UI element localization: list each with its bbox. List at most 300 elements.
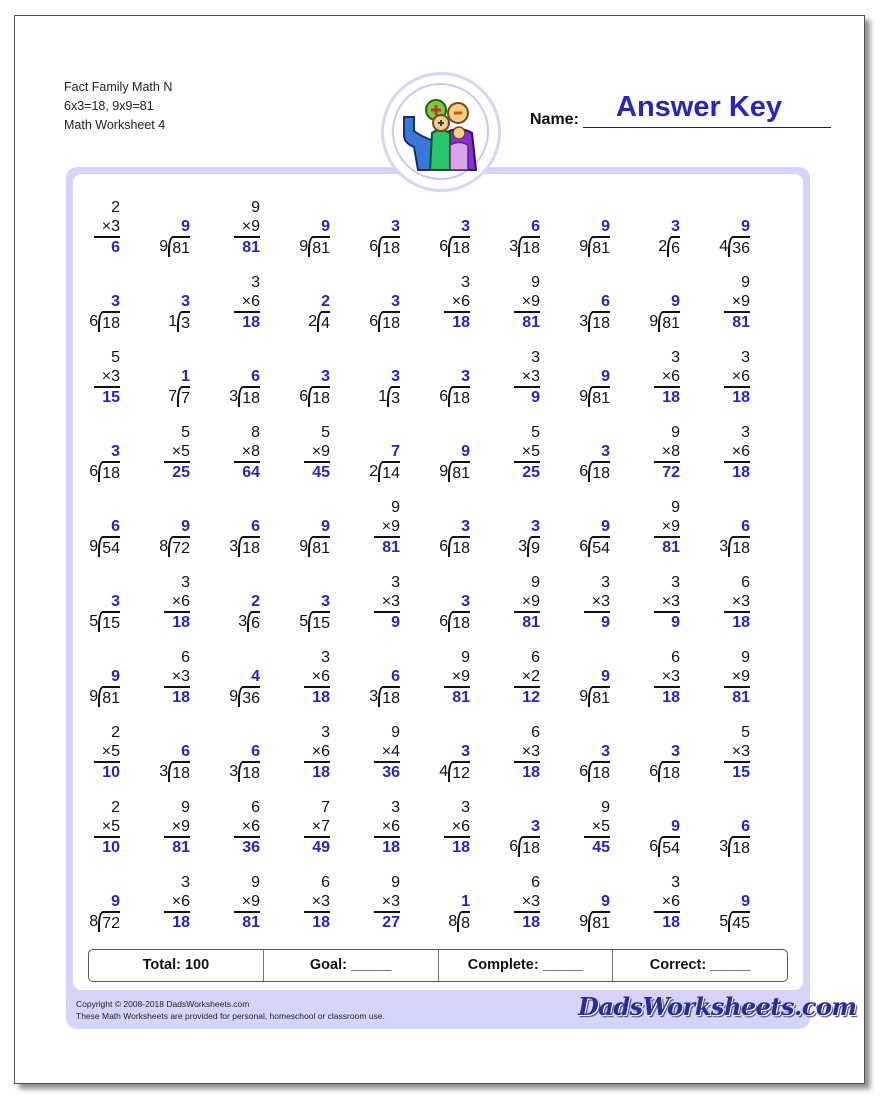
quotient-answer: 6 [251, 368, 260, 385]
division-row [439, 461, 470, 482]
factor-bottom: ×9 [241, 218, 260, 235]
divisor: 9 [299, 538, 309, 555]
factor-bottom: ×6 [311, 743, 330, 760]
long-division [649, 817, 680, 857]
long-division [229, 517, 260, 557]
multiplication-problem [484, 269, 554, 339]
divisor: 6 [89, 313, 99, 330]
division-row [308, 311, 330, 332]
worksheet-title: Fact Family Math N [64, 80, 173, 94]
vertical-multiplication [444, 798, 470, 857]
factor-bottom: ×5 [101, 743, 120, 760]
factor-top: 3 [181, 574, 190, 591]
division-problem [484, 194, 554, 264]
vertical-multiplication [234, 423, 260, 482]
product-answer: 18 [522, 764, 540, 781]
vertical-multiplication [514, 873, 540, 932]
multiplication-problem [624, 569, 694, 639]
vertical-multiplication [724, 648, 750, 707]
quotient-answer: 3 [531, 818, 540, 835]
factor-top: 6 [251, 799, 260, 816]
long-division [229, 367, 260, 407]
divisor: 8 [159, 538, 169, 555]
dividend: 4 [317, 311, 330, 332]
divisor: 9 [229, 688, 239, 705]
vertical-multiplication [94, 348, 120, 407]
factor-top: 9 [391, 499, 400, 516]
vertical-multiplication [374, 798, 400, 857]
long-division [89, 892, 120, 932]
multiplication-problem [484, 569, 554, 639]
division-problem [484, 794, 554, 864]
multiplication-problem [554, 794, 624, 864]
product-answer: 18 [452, 314, 470, 331]
dividend: 81 [588, 911, 610, 932]
multiplication-problem [694, 719, 764, 789]
product-answer: 6 [111, 239, 120, 256]
factor-bottom: ×6 [451, 293, 470, 310]
multiplication-problem [64, 719, 134, 789]
multiplication-problem [134, 869, 204, 939]
product-answer: 81 [242, 239, 260, 256]
quotient-answer: 3 [461, 368, 470, 385]
divisor: 1 [168, 313, 178, 330]
multiplication-problem [624, 344, 694, 414]
division-problem [64, 269, 134, 339]
long-division [369, 217, 400, 257]
multiplication-problem [274, 644, 344, 714]
product-answer: 25 [522, 464, 540, 481]
long-division [649, 292, 680, 332]
divisor: 8 [448, 913, 458, 930]
division-row [89, 686, 120, 707]
multiplication-problem [344, 869, 414, 939]
copyright-text: Copyright © 2008-2018 DadsWorksheets.com [76, 999, 250, 1009]
division-row [509, 236, 540, 257]
quotient-answer: 6 [601, 293, 610, 310]
long-division [229, 667, 260, 707]
long-division [89, 592, 120, 632]
long-division [579, 517, 610, 557]
divisor: 2 [658, 238, 668, 255]
dividend: 72 [168, 536, 190, 557]
factor-bottom: ×9 [731, 668, 750, 685]
product-answer: 81 [242, 914, 260, 931]
worksheet-subtitle: 6x3=18, 9x9=81 [64, 99, 154, 113]
division-row [439, 386, 470, 407]
factor-bottom: ×4 [381, 743, 400, 760]
factor-top: 6 [741, 574, 750, 591]
division-row [89, 911, 120, 932]
quotient-answer: 9 [601, 668, 610, 685]
factor-top: 3 [321, 649, 330, 666]
divisor: 5 [299, 613, 309, 630]
quotient-answer: 9 [601, 518, 610, 535]
factor-top: 6 [671, 649, 680, 666]
divisor: 4 [719, 238, 729, 255]
division-row [649, 311, 680, 332]
dividend: 54 [658, 836, 680, 857]
division-row [229, 761, 260, 782]
divisor: 6 [439, 388, 449, 405]
division-row [579, 536, 610, 557]
dividend: 81 [98, 686, 120, 707]
vertical-multiplication [444, 648, 470, 707]
multiplication-problem [624, 644, 694, 714]
divisor: 7 [168, 388, 178, 405]
vertical-multiplication [234, 273, 260, 332]
factor-bottom: ×9 [311, 443, 330, 460]
brand-logo: DadsWorksheets.com [578, 992, 857, 1021]
dividend: 18 [238, 386, 260, 407]
name-line [583, 127, 831, 128]
multiplication-problem [484, 719, 554, 789]
long-division [159, 742, 190, 782]
factor-bottom: ×3 [101, 368, 120, 385]
product-answer: 10 [102, 839, 120, 856]
division-problem [694, 194, 764, 264]
divisor: 9 [89, 538, 99, 555]
vertical-multiplication [654, 423, 680, 482]
divisor: 9 [299, 238, 309, 255]
dividend: 45 [728, 911, 750, 932]
division-row [89, 311, 120, 332]
factor-bottom: ×9 [661, 518, 680, 535]
dividend: 81 [658, 311, 680, 332]
divisor: 6 [579, 463, 589, 480]
product-answer: 18 [732, 614, 750, 631]
multiplication-problem [344, 719, 414, 789]
factor-bottom: ×3 [731, 593, 750, 610]
factor-bottom: ×3 [521, 368, 540, 385]
divisor: 4 [439, 763, 449, 780]
factor-bottom: ×3 [311, 893, 330, 910]
factor-top: 3 [391, 574, 400, 591]
quotient-answer: 6 [111, 518, 120, 535]
division-row [299, 536, 330, 557]
division-problem [134, 194, 204, 264]
vertical-multiplication [654, 648, 680, 707]
multiplication-problem [624, 869, 694, 939]
dividend: 18 [728, 536, 750, 557]
vertical-multiplication [724, 348, 750, 407]
factor-top: 9 [391, 724, 400, 741]
vertical-multiplication [724, 723, 750, 782]
dividend: 14 [378, 461, 400, 482]
quotient-answer: 2 [321, 293, 330, 310]
product-answer: 81 [732, 314, 750, 331]
dividend: 18 [588, 761, 610, 782]
division-problem [64, 644, 134, 714]
vertical-multiplication [94, 198, 120, 257]
totals-bar [88, 949, 788, 982]
factor-bottom: ×6 [731, 443, 750, 460]
product-answer: 18 [662, 689, 680, 706]
quotient-answer: 9 [321, 218, 330, 235]
factor-bottom: ×9 [381, 518, 400, 535]
division-problem [204, 494, 274, 564]
long-division [238, 592, 260, 632]
factor-bottom: ×6 [241, 818, 260, 835]
vertical-multiplication [304, 723, 330, 782]
quotient-answer: 3 [671, 218, 680, 235]
product-answer: 18 [662, 914, 680, 931]
factor-top: 5 [531, 424, 540, 441]
factor-top: 5 [741, 724, 750, 741]
division-problem [344, 194, 414, 264]
divisor: 3 [159, 763, 169, 780]
long-division [159, 517, 190, 557]
division-problem [274, 494, 344, 564]
factor-top: 7 [321, 799, 330, 816]
vertical-multiplication [444, 273, 470, 332]
product-answer: 18 [662, 389, 680, 406]
division-row [509, 836, 540, 857]
quotient-answer: 6 [251, 518, 260, 535]
multiplication-problem [694, 344, 764, 414]
factor-bottom: ×6 [311, 668, 330, 685]
factor-bottom: ×6 [171, 893, 190, 910]
division-row [579, 686, 610, 707]
factor-bottom: ×5 [521, 443, 540, 460]
name-label: Name: [530, 111, 579, 128]
quotient-answer: 3 [321, 593, 330, 610]
dividend: 8 [457, 911, 470, 932]
long-division [439, 442, 470, 482]
divisor: 5 [89, 613, 99, 630]
vertical-multiplication [164, 648, 190, 707]
long-division [579, 217, 610, 257]
long-division [579, 442, 610, 482]
factor-top: 3 [321, 724, 330, 741]
long-division [448, 892, 470, 932]
division-row [369, 236, 400, 257]
factor-top: 9 [531, 274, 540, 291]
factor-bottom: ×3 [101, 218, 120, 235]
dividend: 18 [658, 761, 680, 782]
multiplication-problem [414, 794, 484, 864]
divisor: 3 [229, 388, 239, 405]
long-division [579, 367, 610, 407]
factor-bottom: ×9 [521, 593, 540, 610]
product-answer: 18 [312, 914, 330, 931]
quotient-answer: 3 [461, 518, 470, 535]
long-division [299, 367, 330, 407]
factor-top: 3 [671, 874, 680, 891]
divisor: 6 [649, 763, 659, 780]
division-problem [274, 569, 344, 639]
dividend: 18 [448, 236, 470, 257]
vertical-multiplication [514, 573, 540, 632]
dividend: 18 [588, 311, 610, 332]
division-row [579, 386, 610, 407]
product-answer: 9 [671, 614, 680, 631]
multiplication-problem [64, 194, 134, 264]
multiplication-problem [694, 269, 764, 339]
product-answer: 9 [531, 389, 540, 406]
divisor: 3 [229, 538, 239, 555]
division-problem [624, 269, 694, 339]
dividend: 18 [168, 761, 190, 782]
dividend: 54 [98, 536, 120, 557]
divisor: 3 [509, 238, 519, 255]
factor-bottom: ×5 [591, 818, 610, 835]
division-row [378, 386, 400, 407]
factor-bottom: ×6 [451, 818, 470, 835]
division-row [649, 836, 680, 857]
long-division [439, 217, 470, 257]
divisor: 6 [299, 388, 309, 405]
division-problem [204, 344, 274, 414]
product-answer: 25 [172, 464, 190, 481]
factor-bottom: ×3 [171, 668, 190, 685]
factor-top: 3 [601, 574, 610, 591]
division-row [229, 686, 260, 707]
goal-field: Goal: _____ [264, 950, 439, 981]
division-row [719, 911, 750, 932]
factor-top: 9 [671, 499, 680, 516]
division-row [719, 836, 750, 857]
quotient-answer: 3 [391, 218, 400, 235]
vertical-multiplication [514, 423, 540, 482]
factor-bottom: ×3 [381, 593, 400, 610]
factor-top: 9 [391, 874, 400, 891]
dividend: 18 [448, 611, 470, 632]
vertical-multiplication [304, 648, 330, 707]
quotient-answer: 6 [391, 668, 400, 685]
worksheet-header [64, 78, 172, 135]
quotient-answer: 3 [461, 218, 470, 235]
quotient-answer: 6 [181, 743, 190, 760]
division-row [299, 611, 330, 632]
divisor: 6 [579, 763, 589, 780]
dividend: 81 [168, 236, 190, 257]
division-problem [694, 494, 764, 564]
division-problem [414, 719, 484, 789]
factor-bottom: ×3 [521, 743, 540, 760]
factor-top: 5 [111, 349, 120, 366]
long-division [89, 292, 120, 332]
division-row [579, 461, 610, 482]
quotient-answer: 9 [111, 668, 120, 685]
dividend: 18 [378, 311, 400, 332]
factor-bottom: ×6 [381, 818, 400, 835]
multiplication-problem [484, 869, 554, 939]
vertical-multiplication [234, 873, 260, 932]
long-division [369, 292, 400, 332]
long-division [168, 367, 190, 407]
factor-bottom: ×9 [451, 668, 470, 685]
total-count: Total: 100 [89, 950, 264, 981]
dividend: 36 [238, 686, 260, 707]
division-problem [64, 494, 134, 564]
divisor: 3 [369, 688, 379, 705]
division-problem [694, 869, 764, 939]
long-division [159, 217, 190, 257]
dividend: 18 [238, 536, 260, 557]
long-division [299, 217, 330, 257]
factor-bottom: ×6 [171, 593, 190, 610]
long-division [658, 217, 680, 257]
vertical-multiplication [234, 198, 260, 257]
factor-top: 9 [601, 799, 610, 816]
divisor: 9 [579, 238, 589, 255]
division-row [439, 611, 470, 632]
long-division [579, 892, 610, 932]
divisor: 6 [89, 463, 99, 480]
multiplication-problem [274, 719, 344, 789]
multiplication-problem [204, 269, 274, 339]
factor-bottom: ×6 [731, 368, 750, 385]
divisor: 3 [719, 538, 729, 555]
divisor: 9 [649, 313, 659, 330]
dividend: 15 [308, 611, 330, 632]
quotient-answer: 3 [181, 293, 190, 310]
division-row [159, 536, 190, 557]
factor-bottom: ×9 [521, 293, 540, 310]
family-icon [384, 75, 498, 189]
dividend: 81 [308, 236, 330, 257]
vertical-multiplication [584, 798, 610, 857]
dividend: 6 [667, 236, 680, 257]
vertical-multiplication [374, 498, 400, 557]
division-row [719, 536, 750, 557]
quotient-answer: 1 [461, 893, 470, 910]
factor-top: 2 [111, 199, 120, 216]
long-division [579, 292, 610, 332]
vertical-multiplication [94, 723, 120, 782]
divisor: 3 [238, 613, 248, 630]
division-problem [414, 344, 484, 414]
factor-top: 9 [671, 424, 680, 441]
vertical-multiplication [304, 423, 330, 482]
division-row [299, 236, 330, 257]
dividend: 18 [378, 686, 400, 707]
division-problem [414, 194, 484, 264]
multiplication-problem [274, 419, 344, 489]
division-problem [624, 794, 694, 864]
factor-top: 3 [461, 799, 470, 816]
dividend: 3 [177, 311, 190, 332]
factor-top: 6 [531, 874, 540, 891]
divisor: 1 [378, 388, 388, 405]
division-row [299, 386, 330, 407]
division-problem [274, 344, 344, 414]
quotient-answer: 3 [321, 368, 330, 385]
division-row [159, 236, 190, 257]
long-division [579, 742, 610, 782]
long-division [719, 517, 750, 557]
factor-bottom: ×3 [661, 593, 680, 610]
quotient-answer: 3 [111, 593, 120, 610]
dividend: 18 [518, 236, 540, 257]
factor-top: 9 [531, 574, 540, 591]
factor-top: 6 [531, 649, 540, 666]
quotient-answer: 3 [461, 743, 470, 760]
factor-top: 3 [741, 424, 750, 441]
factor-bottom: ×3 [731, 743, 750, 760]
long-division [518, 517, 540, 557]
division-row [579, 311, 610, 332]
product-answer: 18 [172, 614, 190, 631]
quotient-answer: 6 [251, 743, 260, 760]
factor-bottom: ×9 [731, 293, 750, 310]
division-row [89, 611, 120, 632]
factor-top: 9 [461, 649, 470, 666]
product-answer: 49 [312, 839, 330, 856]
vertical-multiplication [584, 573, 610, 632]
division-problem [204, 644, 274, 714]
